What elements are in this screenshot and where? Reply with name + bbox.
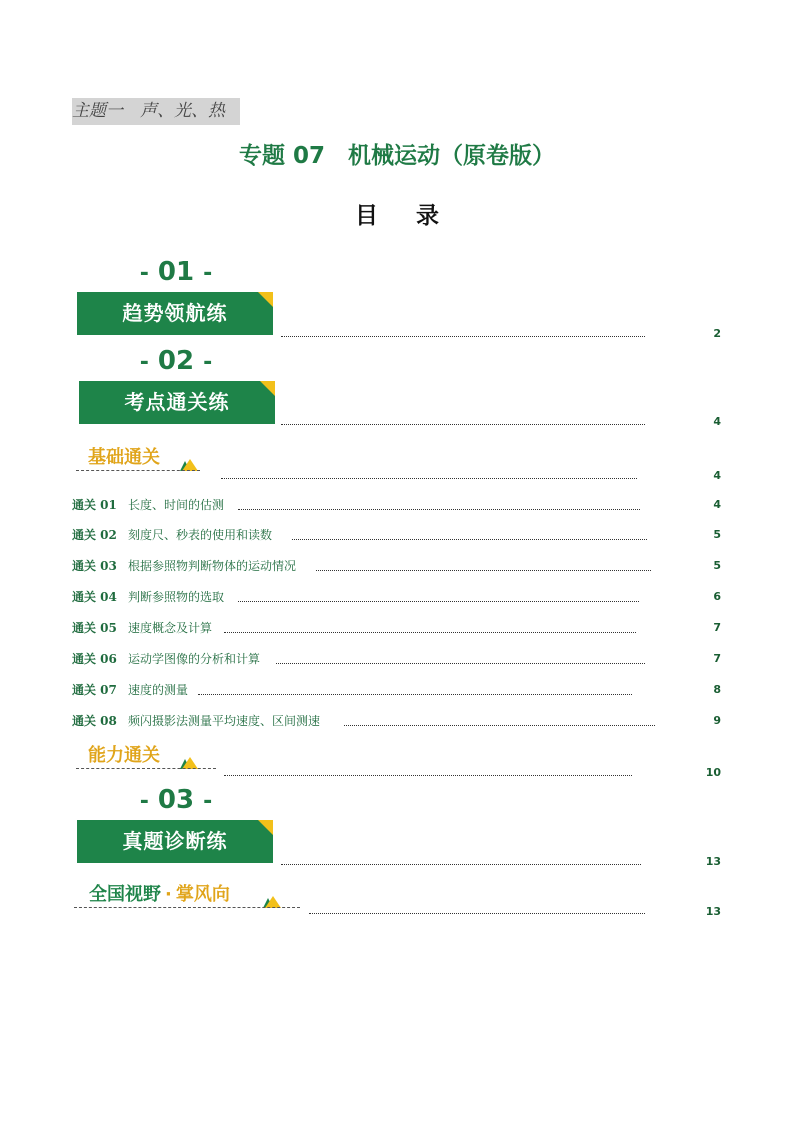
toc-page-number[interactable]: 4 (713, 469, 721, 482)
banner-corner-icon (258, 820, 273, 835)
toc-item-code[interactable]: 通关 05 (72, 621, 117, 635)
toc-item-text[interactable]: 频闪摄影法测量平均速度、区间测速 (128, 714, 321, 728)
toc-leader (224, 632, 636, 633)
toc-item-code[interactable]: 通关 04 (72, 590, 117, 604)
toc-page-number[interactable]: 5 (713, 559, 721, 572)
toc-item-code[interactable]: 通关 07 (72, 683, 117, 697)
tag-text-a: 全国视野 (89, 884, 161, 905)
toc-item-text[interactable]: 根据参照物判断物体的运动情况 (128, 559, 297, 573)
toc-leader (309, 913, 645, 914)
document-title: 专题 07 机械运动（原卷版） (238, 143, 555, 169)
tag-dot: · (165, 884, 172, 905)
tag-underline (76, 768, 216, 769)
toc-leader (224, 775, 632, 776)
section-banner-label: 考点通关练 (124, 390, 230, 414)
toc-item-text[interactable]: 刻度尺、秒表的使用和读数 (128, 528, 273, 542)
toc-page-number[interactable]: 6 (713, 590, 721, 603)
toc-item-code[interactable]: 通关 03 (72, 559, 117, 573)
tag-underline (76, 470, 200, 471)
toc-item-code[interactable]: 通关 01 (72, 498, 117, 512)
toc-item-code[interactable]: 通关 02 (72, 528, 117, 542)
toc-page-number[interactable]: 2 (713, 327, 721, 340)
toc-item-text[interactable]: 长度、时间的估测 (128, 498, 225, 512)
toc-leader (221, 478, 637, 479)
banner-corner-icon (258, 292, 273, 307)
section-banner-01[interactable] (77, 292, 273, 335)
toc-item-text[interactable]: 判断参照物的选取 (128, 590, 225, 604)
section-number-02: - 02 - (139, 346, 213, 376)
section-number-03: - 03 - (139, 785, 213, 815)
section-number-text: 01 (157, 257, 195, 287)
toc-page-number[interactable]: 8 (713, 683, 721, 696)
toc-leader (238, 509, 640, 510)
toc-item-code[interactable]: 通关 06 (72, 652, 117, 666)
toc-page-number[interactable]: 7 (713, 621, 721, 634)
toc-page-number[interactable]: 7 (713, 652, 721, 665)
toc-heading-char-1: 目 (355, 203, 378, 229)
toc-leader (281, 424, 645, 425)
toc-page-number[interactable]: 5 (713, 528, 721, 541)
toc-leader (198, 694, 632, 695)
toc-leader (344, 725, 655, 726)
subsection-basic-label[interactable]: 基础通关 (88, 447, 160, 468)
tag-underline (74, 907, 300, 908)
toc-heading (0, 197, 794, 230)
toc-item-code[interactable]: 通关 08 (72, 714, 117, 728)
section-banner-03[interactable] (77, 820, 273, 863)
section-banner-label: 真题诊断练 (122, 829, 228, 853)
toc-leader (316, 570, 651, 571)
banner-corner-icon (260, 381, 275, 396)
toc-page-number[interactable]: 9 (713, 714, 721, 727)
toc-page-number[interactable]: 4 (713, 498, 721, 511)
toc-page-number[interactable]: 13 (705, 905, 721, 918)
section-number-01: - 01 - (139, 257, 213, 287)
toc-leader (281, 336, 645, 337)
section-number-text: 02 (157, 346, 195, 376)
topic-label: 主题一 声、光、热 (72, 98, 240, 125)
toc-leader (276, 663, 645, 664)
toc-item-text[interactable]: 速度概念及计算 (128, 621, 213, 635)
toc-page-number[interactable]: 10 (705, 766, 721, 779)
subsection-ability-label[interactable]: 能力通关 (88, 745, 160, 766)
section-banner-label: 趋势领航练 (122, 301, 228, 325)
toc-page-number[interactable]: 13 (705, 855, 721, 868)
toc-item-text[interactable]: 速度的测量 (128, 683, 189, 697)
subsection-national-label[interactable] (89, 880, 230, 906)
toc-leader (238, 601, 639, 602)
tag-text-b: 掌风向 (175, 884, 230, 905)
toc-page-number[interactable]: 4 (713, 415, 721, 428)
toc-heading-char-2: 录 (416, 203, 439, 229)
toc-item-text[interactable]: 运动学图像的分析和计算 (128, 652, 261, 666)
toc-leader (281, 864, 641, 865)
section-number-text: 03 (157, 785, 195, 815)
section-banner-02[interactable] (79, 381, 275, 424)
toc-leader (292, 539, 647, 540)
